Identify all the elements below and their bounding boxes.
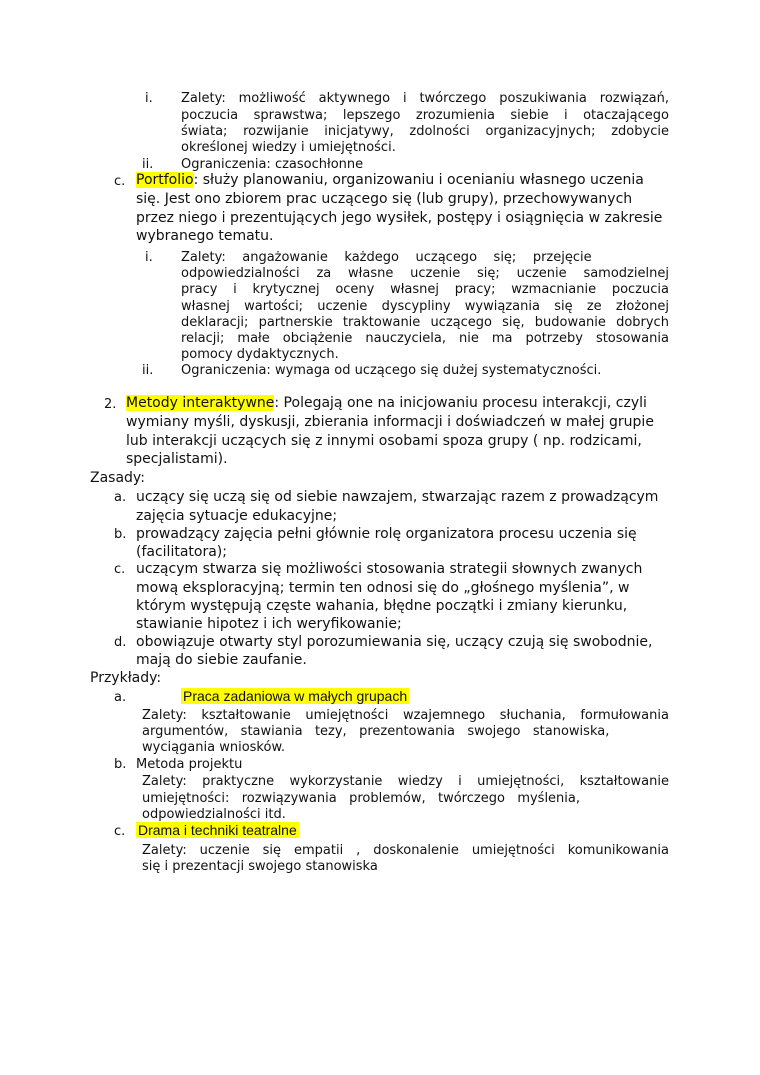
list-marker: b. [114, 757, 127, 772]
metody-paragraph-first-line: Metody interaktywne: Polegają one na inicjowaniu procesu interakcji, czyli [126, 395, 647, 411]
list-marker: b. [114, 527, 127, 542]
list-marker: a. [114, 690, 127, 705]
text-line: się. Jest ono zbiorem prac uczącego się (lub grupy), przechowywanych [136, 191, 633, 207]
text-line: Ograniczenia: czasochłonne [181, 157, 364, 172]
text-line: argumentów, stawiania tezy, prezentowania swojego stanowiska, [142, 724, 610, 739]
text-line: pracy i krytycznej oceny własnej pracy; wzmacnianie poczucia [181, 282, 669, 297]
list-marker: i. [145, 91, 153, 106]
list-marker: i. [145, 250, 153, 265]
text-line: mową eksploracyjną; termin ten odnosi się do „głośnego myślenia”, w [136, 580, 630, 596]
text-line: (facilitatora); [136, 544, 227, 560]
portfolio-paragraph-first-line: Portfolio: służy planowaniu, organizowaniu i ocenianiu własnego uczenia [136, 172, 644, 188]
text-line: mają do siebie zaufanie. [136, 652, 307, 668]
text-line: Ograniczenia: wymaga od uczącego się dużej systematyczności. [181, 363, 602, 378]
list-marker: a. [114, 490, 127, 505]
highlighted-term: Portfolio [136, 172, 194, 188]
section-heading: Przykłady: [90, 670, 162, 686]
list-marker: ii. [142, 157, 154, 172]
text-line: Zalety: kształtowanie umiejętności wzajemnego słuchania, formułowania [142, 708, 669, 723]
list-marker: c. [114, 174, 126, 189]
text-line: Zalety: angażowanie każdego uczącego się; przejęcie [181, 250, 592, 265]
example-title: Praca zadaniowa w małych grupach [183, 688, 408, 704]
text-line: obowiązuje otwarty styl porozumiewania się, uczący czują się swobodnie, [136, 634, 653, 650]
text-line: Zalety: uczenie się empatii , doskonalenie umiejętności komunikowania [142, 843, 669, 858]
text-line: świata; rozwijanie inicjatywy, zdolności organizacyjnych; zdobycie [181, 124, 669, 139]
text-line: lub interakcji uczących się z innymi osobami spoza grupy ( np. rodzicami, [126, 433, 642, 449]
text-line: określonej wiedzy i umiejętności. [181, 140, 396, 155]
text-line: pomocy dydaktycznych. [181, 347, 339, 362]
text-line: stawianie hipotez i ich weryfikowanie; [136, 616, 402, 632]
text-line: się i prezentacji swojego stanowiska [142, 859, 378, 874]
text-line: deklaracji; partnerskie traktowanie uczącego się, budowanie dobrych [181, 315, 669, 330]
list-marker: c. [114, 824, 126, 839]
example-title: Metoda projektu [136, 757, 243, 772]
text-line: własnej wartości; uczenie dyscypliny wywiązania się ze złożonej [181, 299, 669, 314]
text-line: wyciągania wniosków. [142, 740, 286, 755]
text-line: wybranego tematu. [136, 228, 274, 244]
text-line: uczącym stwarza się możliwości stosowania strategii słownych zwanych [136, 561, 643, 577]
list-marker: d. [114, 635, 127, 650]
text-line: odpowiedzialności itd. [142, 807, 286, 822]
text-line: poczucia sprawstwa; lepszego zrozumienia siebie i otaczającego [181, 108, 669, 123]
highlighted-term: Metody interaktywne [126, 395, 275, 411]
text-line: specjalistami). [126, 451, 228, 467]
text-line: prowadzący zajęcia pełni głównie rolę organizatora procesu uczenia się [136, 526, 637, 542]
text-line: Zalety: praktyczne wykorzystanie wiedzy i umiejętności, kształtowanie [142, 774, 669, 789]
text-line: uczący się uczą się od siebie nawzajem, stwarzając razem z prowadzącym [136, 489, 659, 505]
text-line: przez niego i prezentujących jego wysiłek, postępy i osiągnięcia w zakresie [136, 210, 663, 226]
list-marker: ii. [142, 363, 154, 378]
text-line: wymiany myśli, dyskusji, zbierania informacji i doświadczeń w małej grupie [126, 414, 654, 430]
text-line: którym występują częste wahania, błędne początki i zmiany kierunku, [136, 598, 628, 614]
text-line: relacji; małe obciążenie nauczyciela, nie ma potrzeby stosowania [181, 331, 669, 346]
list-marker: c. [114, 562, 126, 577]
text-line: zajęcia sytuacje edukacyjne; [136, 508, 338, 524]
text-line: umiejętności: rozwiązywania problemów, twórczego myślenia, [142, 791, 581, 806]
text-line: odpowiedzialności za własne uczenie się; uczenie samodzielnej [181, 266, 669, 281]
list-marker: 2. [104, 397, 117, 412]
section-heading: Zasady: [90, 470, 145, 486]
text-line: Zalety: możliwość aktywnego i twórczego poszukiwania rozwiązań, [181, 91, 669, 106]
example-title: Drama i techniki teatralne [138, 822, 297, 838]
